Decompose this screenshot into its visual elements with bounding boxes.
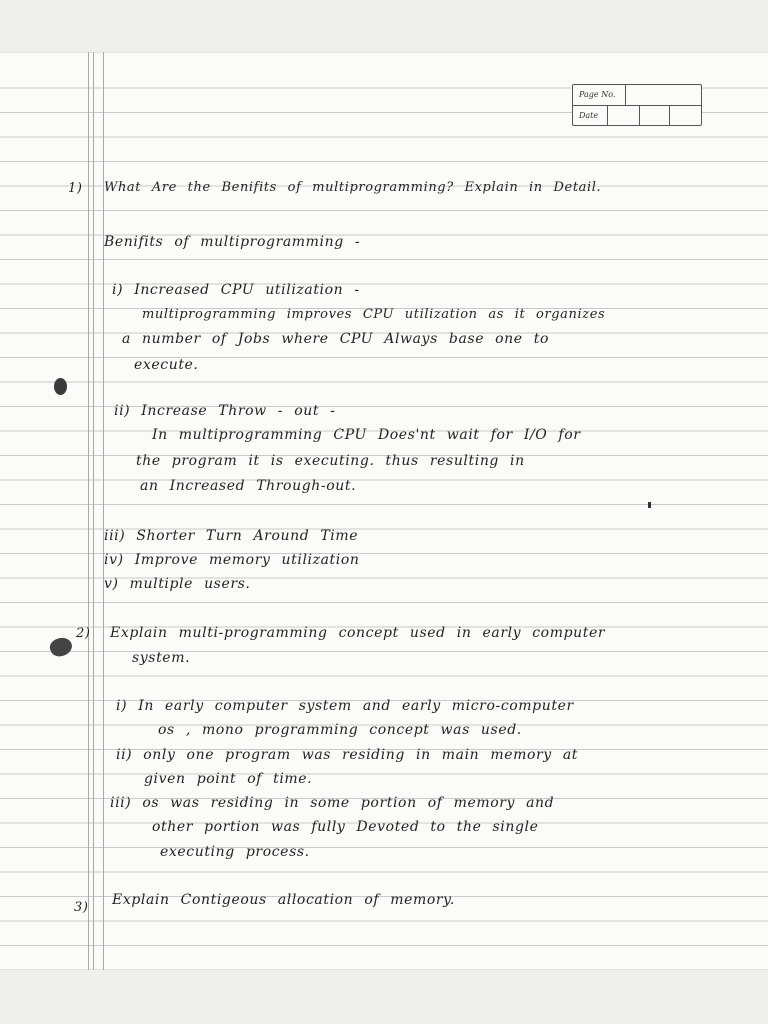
- q2-i-line1: i) In early computer system and early micro-computer: [116, 698, 574, 714]
- q1-point2-line1: In multiprogramming CPU Does'nt wait for I/O for: [152, 427, 581, 443]
- q1-title: What Are the Benifits of multiprogramming? Explain in Detail.: [104, 180, 602, 195]
- q1-point1-line3: execute.: [134, 357, 199, 373]
- q1-point2-title: ii) Increase Throw - out -: [114, 403, 336, 419]
- date-divider-3: [669, 106, 670, 126]
- ink-blot: [48, 635, 75, 659]
- q1-point1-title: i) Increased CPU utilization -: [112, 282, 360, 298]
- q3-title: Explain Contigeous allocation of memory.: [112, 892, 455, 908]
- page-no-divider: [625, 85, 626, 105]
- q2-i-line2: os , mono programming concept was used.: [158, 722, 522, 738]
- date-divider-2: [639, 106, 640, 126]
- q1-number: 1): [68, 181, 83, 196]
- notebook-page: [0, 52, 768, 970]
- q2-iii-line2: other portion was fully Devoted to the single: [152, 819, 539, 835]
- page-no-label: Page No.: [579, 90, 616, 99]
- page-header-box: [572, 84, 702, 126]
- q2-iii-line1: iii) os was residing in some portion of memory and: [110, 795, 555, 811]
- q2-iii-line3: executing process.: [160, 844, 310, 860]
- margin-line-left: [88, 52, 89, 970]
- q1-point5: v) multiple users.: [104, 576, 251, 592]
- q2-title-line1: Explain multi-programming concept used in early computer: [110, 625, 606, 641]
- q1-point1-line1: multiprogramming improves CPU utilization as it organizes: [142, 307, 606, 322]
- page-no-row: [573, 85, 701, 105]
- q1-point2-line3: an Increased Through-out.: [140, 478, 357, 494]
- q1-point4: iv) Improve memory utilization: [104, 552, 360, 568]
- date-row: [573, 105, 701, 126]
- date-divider-1: [607, 106, 608, 126]
- margin-line-right: [93, 52, 94, 970]
- date-label: Date: [579, 111, 599, 120]
- q1-point3: iii) Shorter Turn Around Time: [104, 528, 359, 544]
- q3-number: 3): [74, 900, 89, 915]
- q1-heading: Benifits of multiprogramming -: [104, 234, 361, 250]
- q2-title-line2: system.: [132, 650, 191, 666]
- q1-point2-line2: the program it is executing. thus resulting in: [136, 453, 525, 469]
- q1-point1-line2: a number of Jobs where CPU Always base one to: [122, 331, 549, 347]
- q2-number: 2): [76, 626, 91, 641]
- ink-mark: [648, 502, 651, 508]
- ink-dot: [54, 378, 67, 395]
- q2-ii-line2: given point of time.: [144, 771, 313, 787]
- q2-ii-line1: ii) only one program was residing in main memory at: [116, 747, 579, 763]
